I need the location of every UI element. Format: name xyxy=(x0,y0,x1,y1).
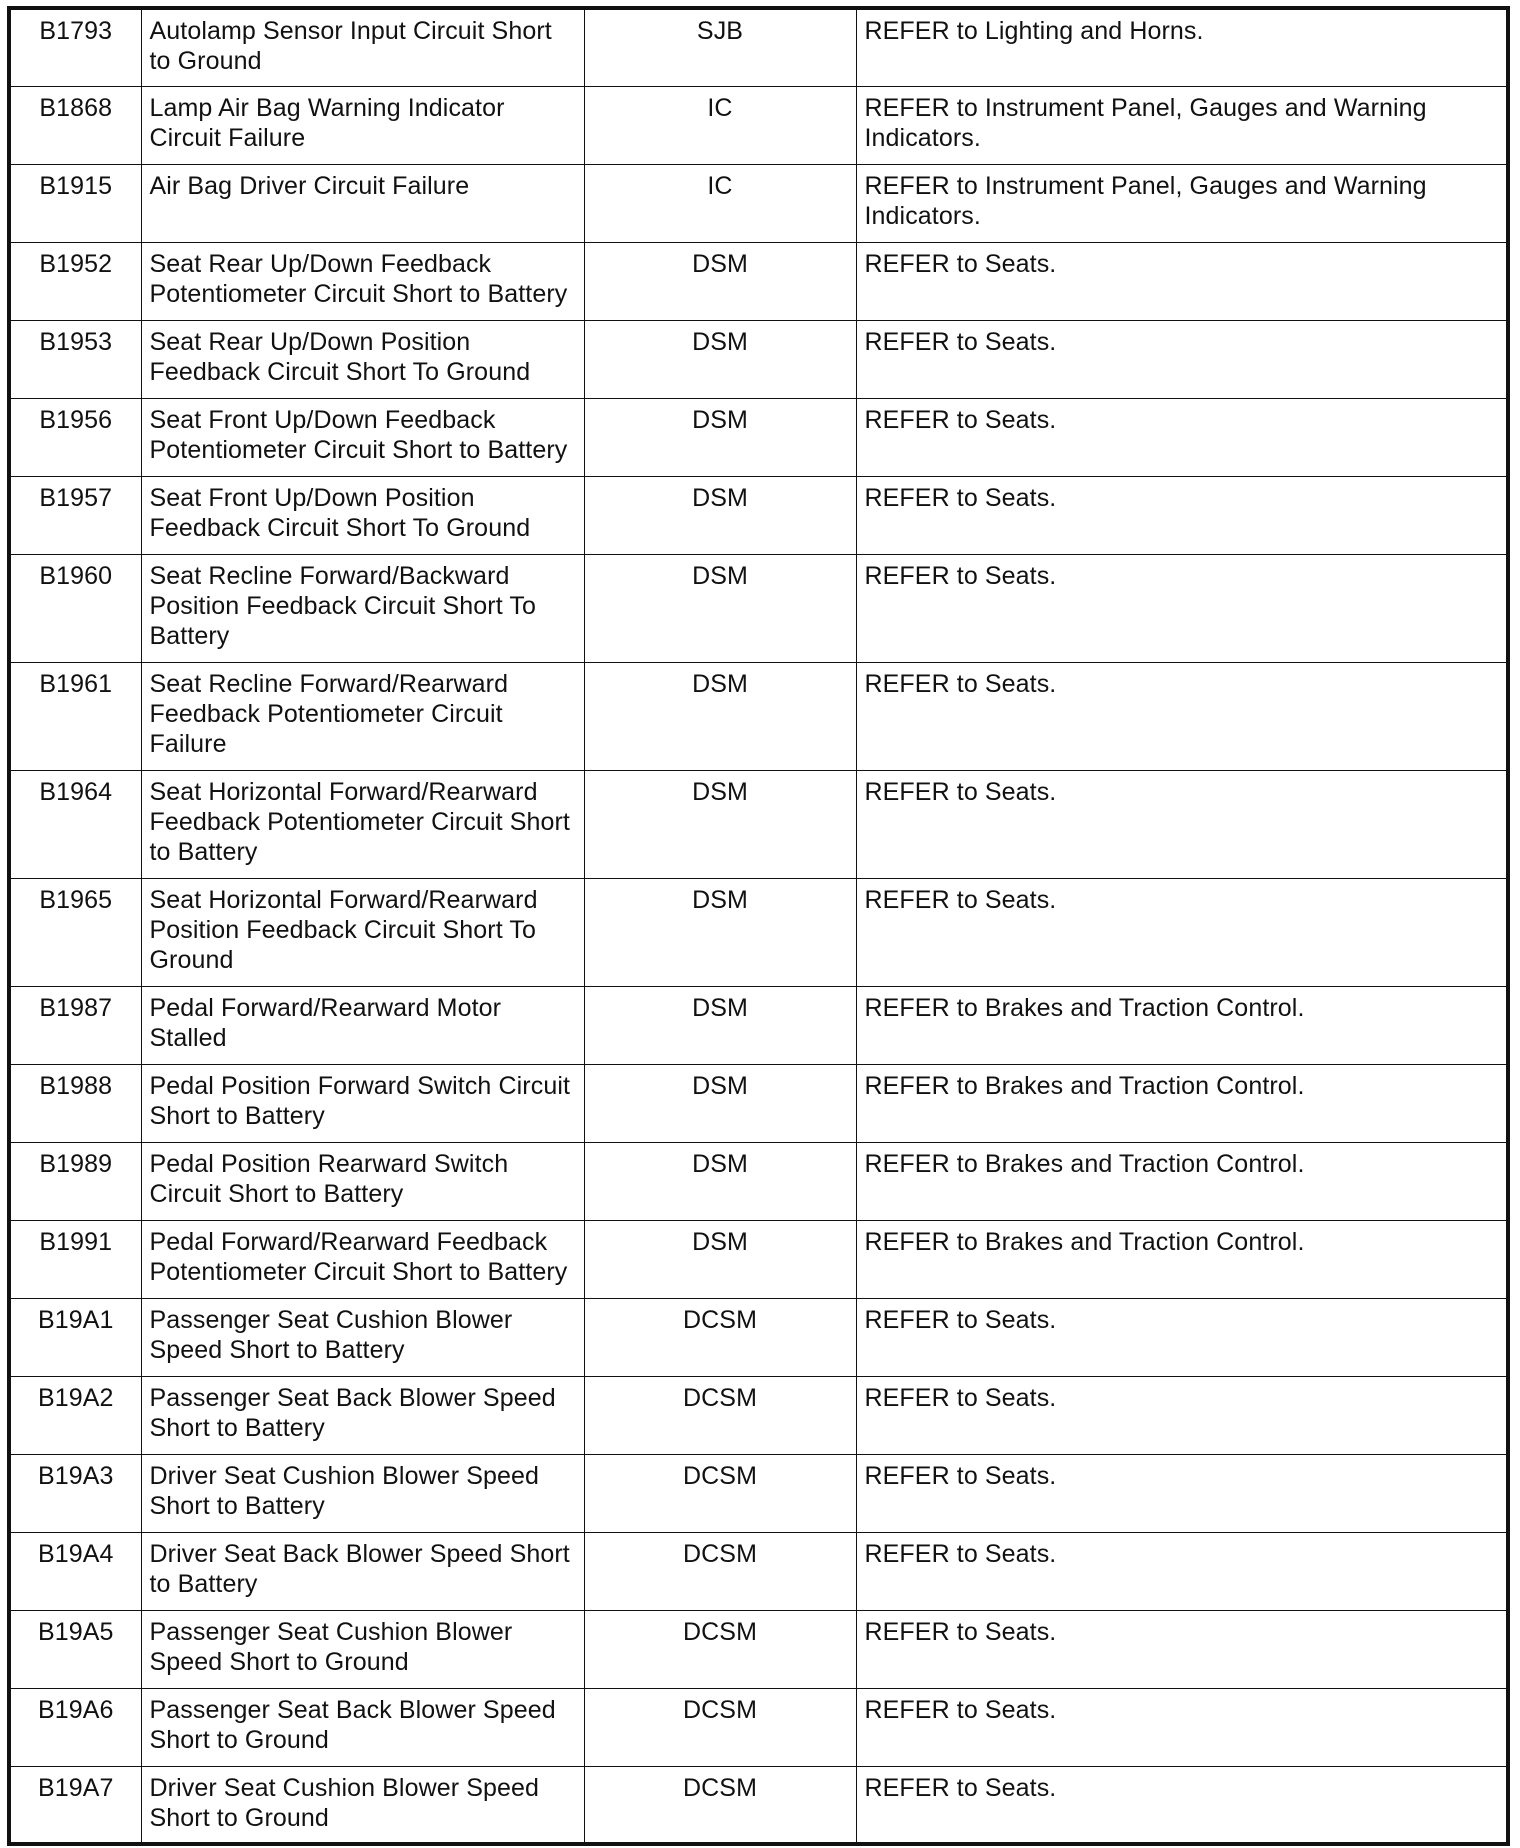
action-cell: REFER to Instrument Panel, Gauges and Warning Indicators. xyxy=(856,164,1508,242)
action-cell: REFER to Seats. xyxy=(856,398,1508,476)
dtc-code-cell: B1991 xyxy=(9,1220,141,1298)
dtc-description-cell: Seat Recline Forward/Backward Position Feedback Circuit Short To Battery xyxy=(141,554,584,662)
dtc-table-body xyxy=(9,8,1508,1844)
dtc-description-cell: Pedal Forward/Rearward Motor Stalled xyxy=(141,986,584,1064)
table-row xyxy=(9,86,1508,164)
dtc-description-cell: Air Bag Driver Circuit Failure xyxy=(141,164,584,242)
module-cell: DCSM xyxy=(584,1610,856,1688)
dtc-description-cell: Autolamp Sensor Input Circuit Short to Ground xyxy=(141,8,584,86)
table-row xyxy=(9,1610,1508,1688)
module-cell: DSM xyxy=(584,554,856,662)
dtc-description-cell: Seat Horizontal Forward/Rearward Feedback Potentiometer Circuit Short to Battery xyxy=(141,770,584,878)
dtc-description-cell: Passenger Seat Cushion Blower Speed Short to Battery xyxy=(141,1298,584,1376)
action-cell: REFER to Brakes and Traction Control. xyxy=(856,1142,1508,1220)
dtc-description-cell: Seat Recline Forward/Rearward Feedback Potentiometer Circuit Failure xyxy=(141,662,584,770)
table-row xyxy=(9,320,1508,398)
dtc-code-cell: B1868 xyxy=(9,86,141,164)
module-cell: DCSM xyxy=(584,1766,856,1844)
action-cell: REFER to Seats. xyxy=(856,1532,1508,1610)
dtc-description-cell: Passenger Seat Back Blower Speed Short to Ground xyxy=(141,1688,584,1766)
dtc-code-cell: B1987 xyxy=(9,986,141,1064)
module-cell: DSM xyxy=(584,476,856,554)
action-cell: REFER to Seats. xyxy=(856,1454,1508,1532)
dtc-description-cell: Seat Horizontal Forward/Rearward Position Feedback Circuit Short To Ground xyxy=(141,878,584,986)
dtc-description-cell: Pedal Position Rearward Switch Circuit Short to Battery xyxy=(141,1142,584,1220)
dtc-description-cell: Passenger Seat Cushion Blower Speed Short to Ground xyxy=(141,1610,584,1688)
dtc-description-cell: Seat Front Up/Down Position Feedback Circuit Short To Ground xyxy=(141,476,584,554)
table-row xyxy=(9,1064,1508,1142)
table-row xyxy=(9,8,1508,86)
module-cell: DCSM xyxy=(584,1376,856,1454)
dtc-code-cell: B19A6 xyxy=(9,1688,141,1766)
dtc-code-cell: B19A1 xyxy=(9,1298,141,1376)
table-row xyxy=(9,1454,1508,1532)
module-cell: DCSM xyxy=(584,1454,856,1532)
table-row xyxy=(9,1298,1508,1376)
dtc-description-cell: Seat Rear Up/Down Position Feedback Circuit Short To Ground xyxy=(141,320,584,398)
action-cell: REFER to Seats. xyxy=(856,476,1508,554)
module-cell: DSM xyxy=(584,320,856,398)
dtc-description-cell: Passenger Seat Back Blower Speed Short to Battery xyxy=(141,1376,584,1454)
dtc-code-cell: B1988 xyxy=(9,1064,141,1142)
dtc-description-cell: Pedal Position Forward Switch Circuit Short to Battery xyxy=(141,1064,584,1142)
action-cell: REFER to Seats. xyxy=(856,320,1508,398)
module-cell: DSM xyxy=(584,770,856,878)
table-row xyxy=(9,1532,1508,1610)
dtc-code-cell: B19A3 xyxy=(9,1454,141,1532)
module-cell: IC xyxy=(584,86,856,164)
dtc-description-cell: Pedal Forward/Rearward Feedback Potentiometer Circuit Short to Battery xyxy=(141,1220,584,1298)
action-cell: REFER to Brakes and Traction Control. xyxy=(856,986,1508,1064)
action-cell: REFER to Lighting and Horns. xyxy=(856,8,1508,86)
module-cell: DSM xyxy=(584,986,856,1064)
action-cell: REFER to Instrument Panel, Gauges and Warning Indicators. xyxy=(856,86,1508,164)
dtc-code-cell: B1953 xyxy=(9,320,141,398)
dtc-description-cell: Driver Seat Cushion Blower Speed Short to Ground xyxy=(141,1766,584,1844)
dtc-code-cell: B1961 xyxy=(9,662,141,770)
dtc-code-cell: B1793 xyxy=(9,8,141,86)
action-cell: REFER to Seats. xyxy=(856,1688,1508,1766)
dtc-code-cell: B1989 xyxy=(9,1142,141,1220)
table-row xyxy=(9,1376,1508,1454)
dtc-table xyxy=(7,6,1510,1846)
module-cell: IC xyxy=(584,164,856,242)
action-cell: REFER to Seats. xyxy=(856,878,1508,986)
dtc-code-cell: B19A4 xyxy=(9,1532,141,1610)
table-row xyxy=(9,398,1508,476)
module-cell: DSM xyxy=(584,398,856,476)
module-cell: DSM xyxy=(584,1064,856,1142)
module-cell: DSM xyxy=(584,662,856,770)
dtc-code-cell: B1960 xyxy=(9,554,141,662)
dtc-description-cell: Seat Rear Up/Down Feedback Potentiometer Circuit Short to Battery xyxy=(141,242,584,320)
dtc-description-cell: Seat Front Up/Down Feedback Potentiometer Circuit Short to Battery xyxy=(141,398,584,476)
dtc-description-cell: Driver Seat Back Blower Speed Short to Battery xyxy=(141,1532,584,1610)
table-row xyxy=(9,554,1508,662)
table-row xyxy=(9,770,1508,878)
action-cell: REFER to Brakes and Traction Control. xyxy=(856,1064,1508,1142)
dtc-code-cell: B1957 xyxy=(9,476,141,554)
action-cell: REFER to Brakes and Traction Control. xyxy=(856,1220,1508,1298)
action-cell: REFER to Seats. xyxy=(856,1376,1508,1454)
module-cell: DSM xyxy=(584,1142,856,1220)
dtc-description-cell: Driver Seat Cushion Blower Speed Short to Battery xyxy=(141,1454,584,1532)
module-cell: DCSM xyxy=(584,1298,856,1376)
action-cell: REFER to Seats. xyxy=(856,1298,1508,1376)
module-cell: DSM xyxy=(584,1220,856,1298)
table-row xyxy=(9,986,1508,1064)
dtc-code-cell: B1952 xyxy=(9,242,141,320)
table-row xyxy=(9,878,1508,986)
dtc-code-cell: B19A7 xyxy=(9,1766,141,1844)
action-cell: REFER to Seats. xyxy=(856,1610,1508,1688)
module-cell: DSM xyxy=(584,878,856,986)
action-cell: REFER to Seats. xyxy=(856,662,1508,770)
module-cell: DCSM xyxy=(584,1688,856,1766)
table-row xyxy=(9,1220,1508,1298)
dtc-description-cell: Lamp Air Bag Warning Indicator Circuit Failure xyxy=(141,86,584,164)
table-row xyxy=(9,476,1508,554)
module-cell: DSM xyxy=(584,242,856,320)
action-cell: REFER to Seats. xyxy=(856,770,1508,878)
dtc-code-cell: B1956 xyxy=(9,398,141,476)
dtc-code-cell: B1915 xyxy=(9,164,141,242)
action-cell: REFER to Seats. xyxy=(856,554,1508,662)
module-cell: SJB xyxy=(584,8,856,86)
dtc-code-cell: B19A5 xyxy=(9,1610,141,1688)
table-row xyxy=(9,242,1508,320)
table-row xyxy=(9,1766,1508,1844)
action-cell: REFER to Seats. xyxy=(856,242,1508,320)
dtc-code-cell: B19A2 xyxy=(9,1376,141,1454)
table-row xyxy=(9,1688,1508,1766)
dtc-code-cell: B1965 xyxy=(9,878,141,986)
module-cell: DCSM xyxy=(584,1532,856,1610)
table-row xyxy=(9,662,1508,770)
action-cell: REFER to Seats. xyxy=(856,1766,1508,1844)
table-row xyxy=(9,1142,1508,1220)
table-row xyxy=(9,164,1508,242)
dtc-code-cell: B1964 xyxy=(9,770,141,878)
